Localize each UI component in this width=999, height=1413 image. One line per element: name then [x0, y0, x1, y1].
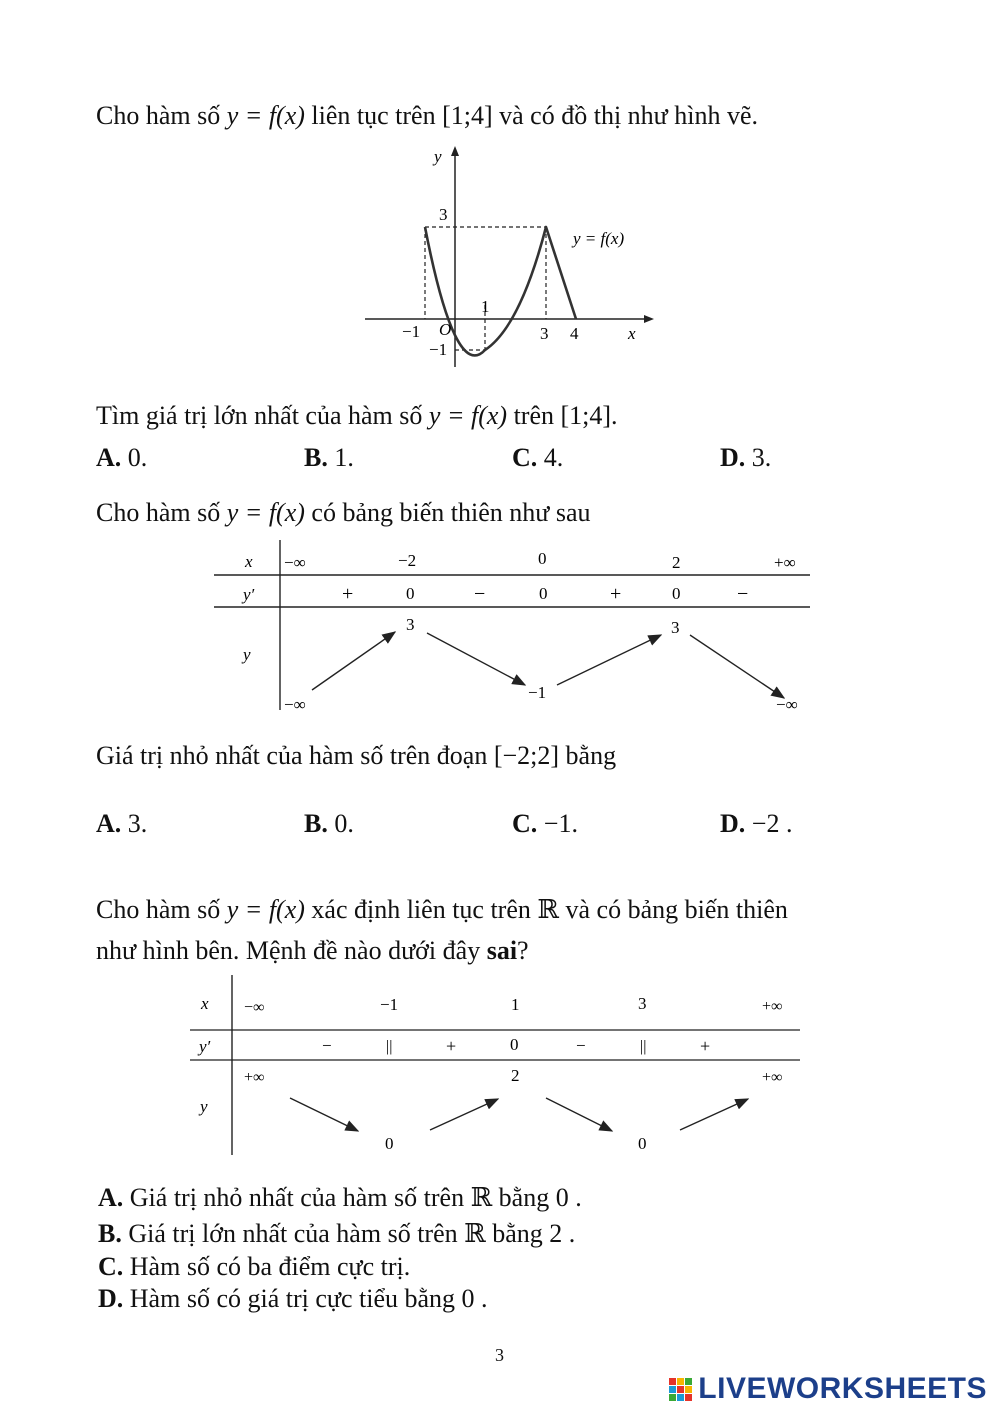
arrow-up [680, 1099, 748, 1130]
q3-option-d[interactable]: D. Hàm số có giá trị cực tiểu bằng 0 . [98, 1284, 488, 1313]
y-val: 3 [671, 618, 680, 637]
sign: − [576, 1036, 586, 1055]
x-val: 3 [638, 994, 647, 1013]
q2-variation-table [212, 540, 812, 720]
q2-option-b[interactable]: B. 0. [304, 809, 354, 838]
x-val: 0 [538, 549, 547, 568]
y-val: −∞ [284, 695, 306, 714]
sign: || [640, 1038, 647, 1055]
x-val: −1 [380, 995, 399, 1014]
arrow-up [430, 1099, 498, 1130]
sign: + [446, 1036, 457, 1056]
liveworksheets-logo[interactable] [669, 1372, 987, 1406]
q2-statement: Cho hàm số y = f(x) có bảng biến thiên như sau [96, 498, 591, 527]
q1-func: y = f(x) [226, 101, 305, 130]
sign: 0 [539, 584, 548, 603]
q1-option-d[interactable]: D. 3. [720, 443, 772, 472]
x-val: −∞ [244, 999, 265, 1016]
q3-option-c[interactable]: C. Hàm số có ba điểm cực trị. [98, 1252, 411, 1281]
sign: − [737, 583, 749, 605]
sign: + [610, 583, 622, 605]
tick-y3: 3 [439, 205, 448, 224]
arrow-down [290, 1098, 358, 1131]
tick-x3: 3 [540, 324, 549, 343]
label-y-axis: y [434, 147, 442, 166]
tick-x4: 4 [570, 324, 579, 343]
x-val: −∞ [284, 553, 306, 572]
y-val: −∞ [776, 695, 798, 714]
q3-option-a[interactable]: A. Giá trị nhỏ nhất của hàm số trên ℝ bằng 0 . [98, 1183, 582, 1212]
sign: 0 [406, 584, 415, 603]
y-val: +∞ [762, 1069, 783, 1086]
row-x: x [201, 994, 209, 1013]
logo-icon [669, 1378, 692, 1401]
tick-xneg1: −1 [402, 322, 421, 341]
x-val: 1 [511, 995, 520, 1014]
arrow-up [557, 635, 661, 685]
row-y: y [200, 1097, 208, 1116]
y-val: +∞ [244, 1069, 265, 1086]
sign: − [474, 583, 486, 605]
brand-text: LIVEWORKSHEETS [698, 1372, 987, 1405]
y-val: 0 [385, 1134, 394, 1153]
x-val: +∞ [762, 998, 783, 1015]
q1-graph [360, 142, 660, 372]
page-number: 3 [495, 1345, 504, 1365]
arrow-down [546, 1098, 612, 1131]
q1-interval: [1;4] [442, 101, 493, 130]
q1-question: Tìm giá trị lớn nhất của hàm số y = f(x) trên [1;4]. [96, 401, 618, 430]
row-yprime: y′ [199, 1037, 211, 1056]
y-val: −1 [528, 683, 547, 702]
sign: 0 [510, 1035, 519, 1054]
x-val: 2 [672, 553, 681, 572]
arrow-up [312, 632, 395, 690]
tick-yneg1: −1 [429, 340, 448, 359]
label-curve: y = f(x) [573, 229, 625, 248]
q3-statement: Cho hàm số y = f(x) xác định liên tục trên ℝ và có bảng biến thiên [96, 895, 788, 924]
q1-statement: Cho hàm số y = f(x) liên tục trên [1;4] và có đồ thị như hình vẽ. [96, 101, 759, 130]
q3-variation-table [188, 975, 808, 1160]
label-x-axis: x [628, 324, 636, 343]
sign: + [342, 583, 354, 605]
y-val: 3 [406, 615, 415, 634]
q1-option-a[interactable]: A. 0. [96, 443, 148, 472]
y-axis-arrow [451, 146, 459, 156]
y-val: 0 [638, 1134, 647, 1153]
q1-option-b[interactable]: B. 1. [304, 443, 354, 472]
q2-option-a[interactable]: A. 3. [96, 809, 148, 838]
tick-x1-top: 1 [481, 297, 490, 316]
q2-question: Giá trị nhỏ nhất của hàm số trên đoạn [−2;2] bằng [96, 741, 617, 770]
q2-option-d[interactable]: D. −2 . [720, 809, 793, 838]
x-axis-arrow [644, 315, 654, 323]
sign: 0 [672, 584, 681, 603]
x-val: +∞ [774, 553, 796, 572]
sign: − [322, 1036, 332, 1055]
q1-option-c[interactable]: C. 4. [512, 443, 564, 472]
origin-label: O [439, 320, 452, 339]
row-yprime: y′ [243, 585, 255, 604]
q3-option-b[interactable]: B. Giá trị lớn nhất của hàm số trên ℝ bằng 2 . [98, 1219, 576, 1248]
q3-keyword-sai: sai [486, 936, 518, 965]
arrow-down [690, 635, 784, 698]
arrow-down [427, 633, 525, 685]
row-x: x [245, 552, 253, 571]
q2-option-c[interactable]: C. −1. [512, 809, 578, 838]
y-val: 2 [511, 1066, 520, 1085]
sign: + [700, 1036, 711, 1056]
row-y: y [243, 645, 251, 664]
q3-statement-line2: như hình bên. Mệnh đề nào dưới đây sai? [96, 936, 529, 965]
sign: || [386, 1038, 393, 1055]
x-val: −2 [398, 551, 417, 570]
